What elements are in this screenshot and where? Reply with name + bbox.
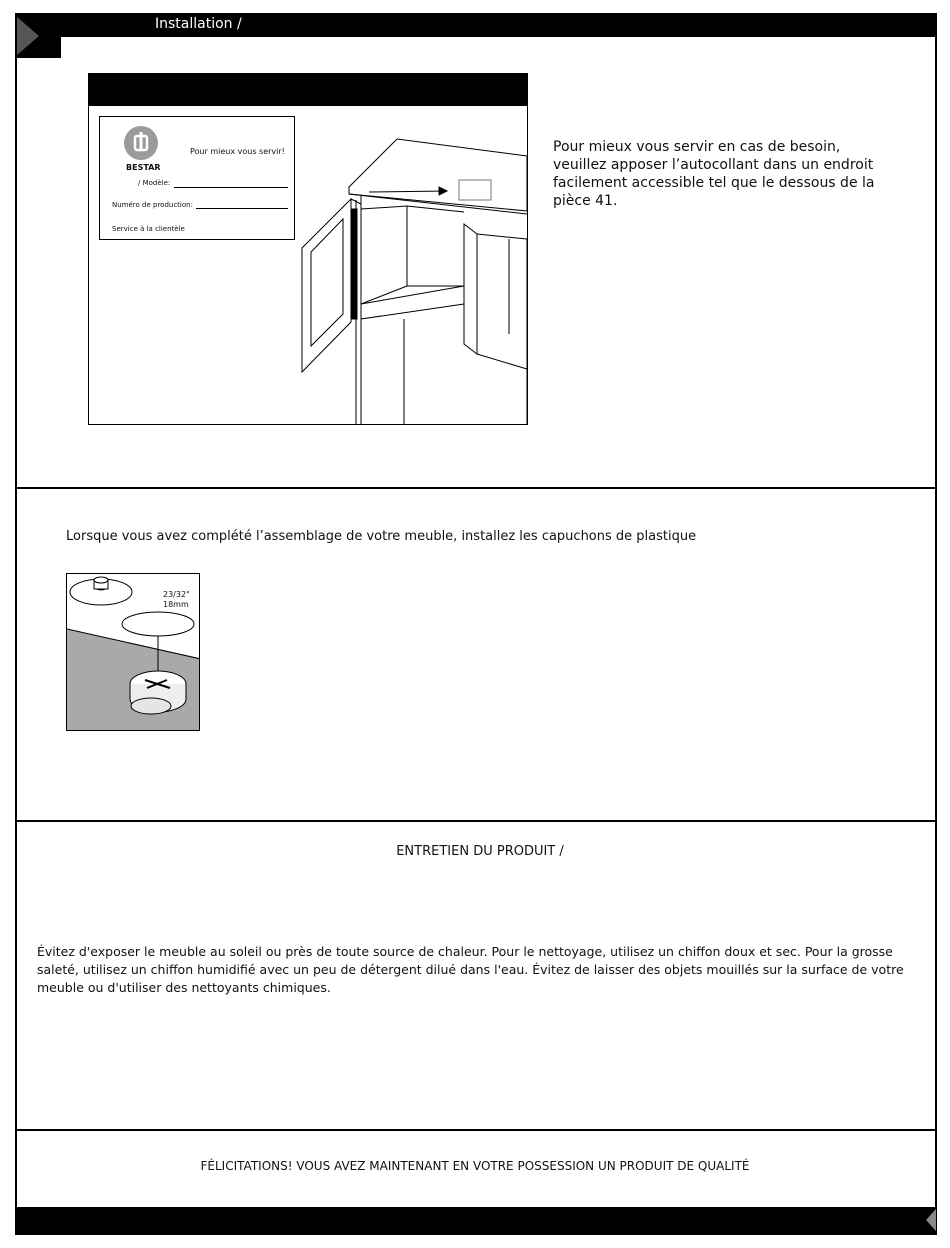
model-line bbox=[174, 187, 288, 188]
footer-bar bbox=[15, 1207, 937, 1235]
caps-figure bbox=[66, 573, 200, 731]
sticker-figure bbox=[88, 73, 528, 425]
header-bar bbox=[15, 13, 937, 37]
bestar-logo-icon bbox=[124, 126, 158, 160]
section-title: Installation / bbox=[155, 16, 242, 32]
section-divider bbox=[15, 1129, 937, 1131]
brand-name: BESTAR bbox=[126, 163, 161, 172]
section-divider bbox=[15, 487, 937, 489]
figure-header-bar bbox=[89, 74, 527, 106]
congratulations-text: FÉLICITATIONS! VOUS AVEZ MAINTENANT EN VOTRE POSSESSION UN PRODUIT DE QUALITÉ bbox=[200, 1159, 750, 1173]
previous-arrow-icon[interactable] bbox=[926, 1209, 936, 1231]
service-label: Service à la clientèle bbox=[112, 225, 185, 233]
section-divider bbox=[15, 820, 937, 822]
cabinet-illustration bbox=[299, 114, 527, 424]
sticker-instruction: Pour mieux vous servir en cas de besoin, veuillez apposer l’autocollant dans un endroit facilement accessible tel que le dessous de la pièce 41. bbox=[553, 139, 875, 209]
sticker-card bbox=[99, 116, 295, 240]
care-title: ENTRETIEN DU PRODUIT / bbox=[396, 844, 564, 859]
caps-instruction: Lorsque vous avez complété l’assemblage de votre meuble, installez les capuchons de plastique bbox=[66, 529, 697, 544]
care-text: Évitez d'exposer le meuble au soleil ou près de toute source de chaleur. Pour le nettoyage, utilisez un chiffon doux et sec. Pour la grosse saleté, utilisez un chiffon humidifié avec un peu de détergent dilué dans l'eau. Évitez de laisser des objets mouillés sur la surface de votre meuble ou d'utiliser des nettoyants chimiques. bbox=[37, 944, 904, 995]
production-label: Numéro de production: bbox=[112, 201, 193, 209]
model-label: / Modèle: bbox=[138, 179, 171, 187]
production-line bbox=[196, 208, 288, 209]
next-arrow-icon[interactable] bbox=[17, 17, 39, 55]
cap-size-metric: 18mm bbox=[163, 600, 189, 609]
cap-size-imperial: 23/32" bbox=[163, 590, 190, 599]
card-title: Pour mieux vous servir! bbox=[190, 147, 285, 156]
